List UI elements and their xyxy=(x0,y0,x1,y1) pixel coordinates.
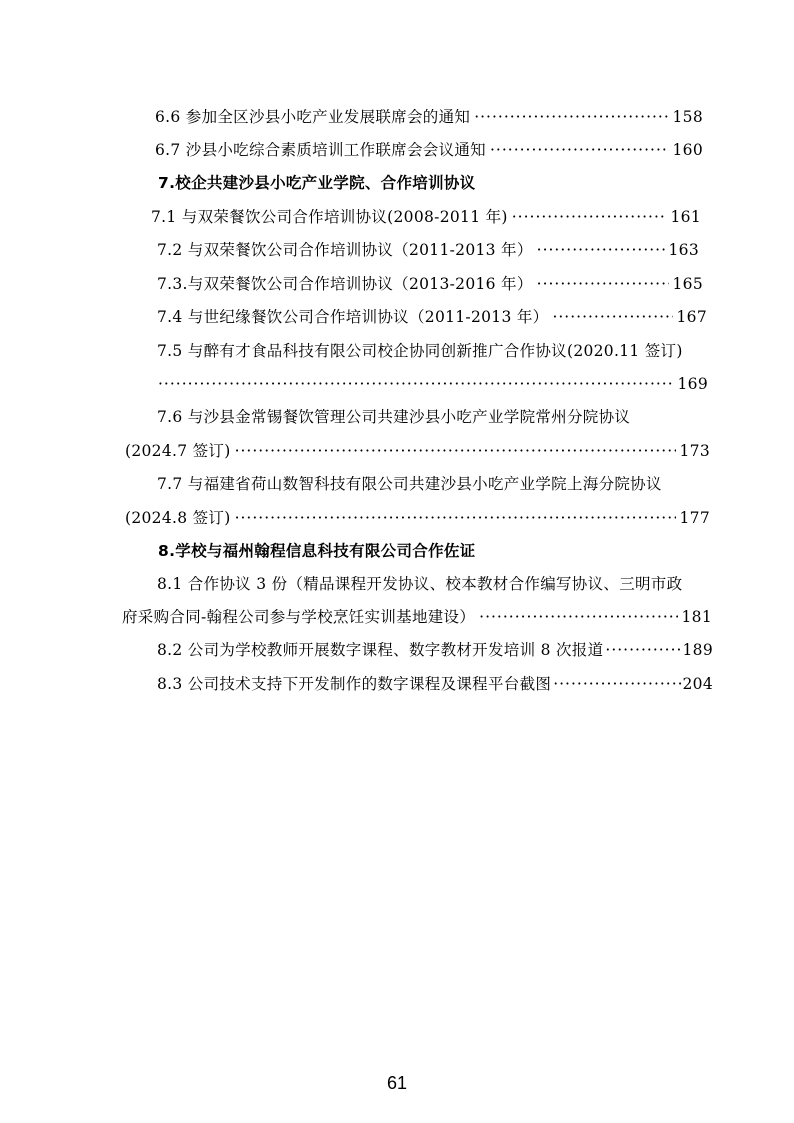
toc-entry-title: 7.1 与双荣餐饮公司合作培训协议(2008-2011 年) xyxy=(151,208,508,226)
toc-entry-title: 6.6 参加全区沙县小吃产业发展联席会的通知 xyxy=(155,108,471,126)
toc-section-8-heading[interactable]: 8.学校与福州翰程信息科技有限公司合作佐证 xyxy=(158,542,476,560)
toc-leader-dots xyxy=(158,374,674,394)
toc-entry-8-1-title[interactable]: 8.1 合作协议 3 份（精品课程开发协议、校本教材合作编写协议、三明市政 xyxy=(157,575,683,593)
toc-page-number: 204 xyxy=(682,675,713,693)
toc-entry-7-6-leader[interactable] xyxy=(125,441,710,461)
toc-leader-dots xyxy=(490,140,669,160)
toc-page-number: 158 xyxy=(672,108,703,126)
toc-leader-dots xyxy=(552,307,672,327)
toc-entry-7-7-title[interactable]: 7.7 与福建省荷山数智科技有限公司共建沙县小吃产业学院上海分院协议 xyxy=(157,475,662,493)
toc-leader-dots xyxy=(474,107,668,127)
toc-entry-title-cont: (2024.8 签订) xyxy=(125,509,231,527)
toc-entry-title-cont: (2024.7 签订) xyxy=(125,442,231,460)
toc-leader-dots xyxy=(479,607,677,627)
toc-page-number: 173 xyxy=(679,442,710,460)
toc-leader-dots xyxy=(512,207,667,227)
toc-entry-7-7-leader[interactable] xyxy=(125,508,710,528)
toc-entry-title-cont: 府采购合同-翰程公司参与学校烹饪实训基地建设） xyxy=(122,608,476,626)
toc-entry-7-1[interactable] xyxy=(151,207,701,227)
toc-page-number: 161 xyxy=(670,208,701,226)
toc-entry-7-6-title[interactable]: 7.6 与沙县金常锡餐饮管理公司共建沙县小吃产业学院常州分院协议 xyxy=(157,408,631,426)
toc-entry-8-2[interactable] xyxy=(157,640,713,660)
toc-entry-7-4[interactable] xyxy=(157,307,707,327)
toc-section-7-heading[interactable]: 7.校企共建沙县小吃产业学院、合作培训协议 xyxy=(158,174,476,192)
toc-page-number: 169 xyxy=(677,375,708,393)
toc-page-number: 177 xyxy=(679,509,710,527)
toc-page-number: 181 xyxy=(681,608,712,626)
toc-leader-dots xyxy=(235,508,676,528)
toc-entry-7-3[interactable] xyxy=(157,274,703,294)
toc-entry-title: 7.3.与双荣餐饮公司合作培训协议（2013-2016 年） xyxy=(157,275,533,293)
toc-entry-title: 7.2 与双荣餐饮公司合作培训协议（2011-2013 年） xyxy=(157,241,533,259)
toc-page-number: 165 xyxy=(672,275,703,293)
toc-page-number: 167 xyxy=(676,308,707,326)
toc-leader-dots xyxy=(553,674,680,694)
toc-entry-7-2[interactable] xyxy=(157,240,699,260)
toc-leader-dots xyxy=(235,441,676,461)
toc-entry-title: 8.3 公司技术支持下开发制作的数字课程及课程平台截图 xyxy=(157,675,552,693)
toc-leader-dots xyxy=(537,240,665,260)
toc-entry-title: 7.4 与世纪缘餐饮公司合作培训协议（2011-2013 年） xyxy=(157,308,549,326)
toc-entry-6-6[interactable] xyxy=(155,107,703,127)
toc-entry-title: 8.2 公司为学校教师开展数字课程、数字教材开发培训 8 次报道 xyxy=(157,641,604,659)
toc-page-number: 189 xyxy=(682,641,713,659)
toc-entry-title: 6.7 沙县小吃综合素质培训工作联席会会议通知 xyxy=(155,141,486,159)
toc-leader-dots xyxy=(537,274,669,294)
toc-entry-8-3[interactable] xyxy=(157,674,713,694)
page-number: 61 xyxy=(386,1073,408,1093)
toc-entry-6-7[interactable] xyxy=(155,140,703,160)
toc-page-number: 160 xyxy=(672,141,703,159)
toc-entry-7-5-title[interactable]: 7.5 与醉有才食品科技有限公司校企协同创新推广合作协议(2020.11 签订) xyxy=(157,342,683,360)
toc-entry-8-1-leader[interactable] xyxy=(122,607,712,627)
toc-entry-7-5-leader[interactable] xyxy=(158,374,708,394)
toc-leader-dots xyxy=(605,640,680,660)
toc-page-number: 163 xyxy=(668,241,699,259)
